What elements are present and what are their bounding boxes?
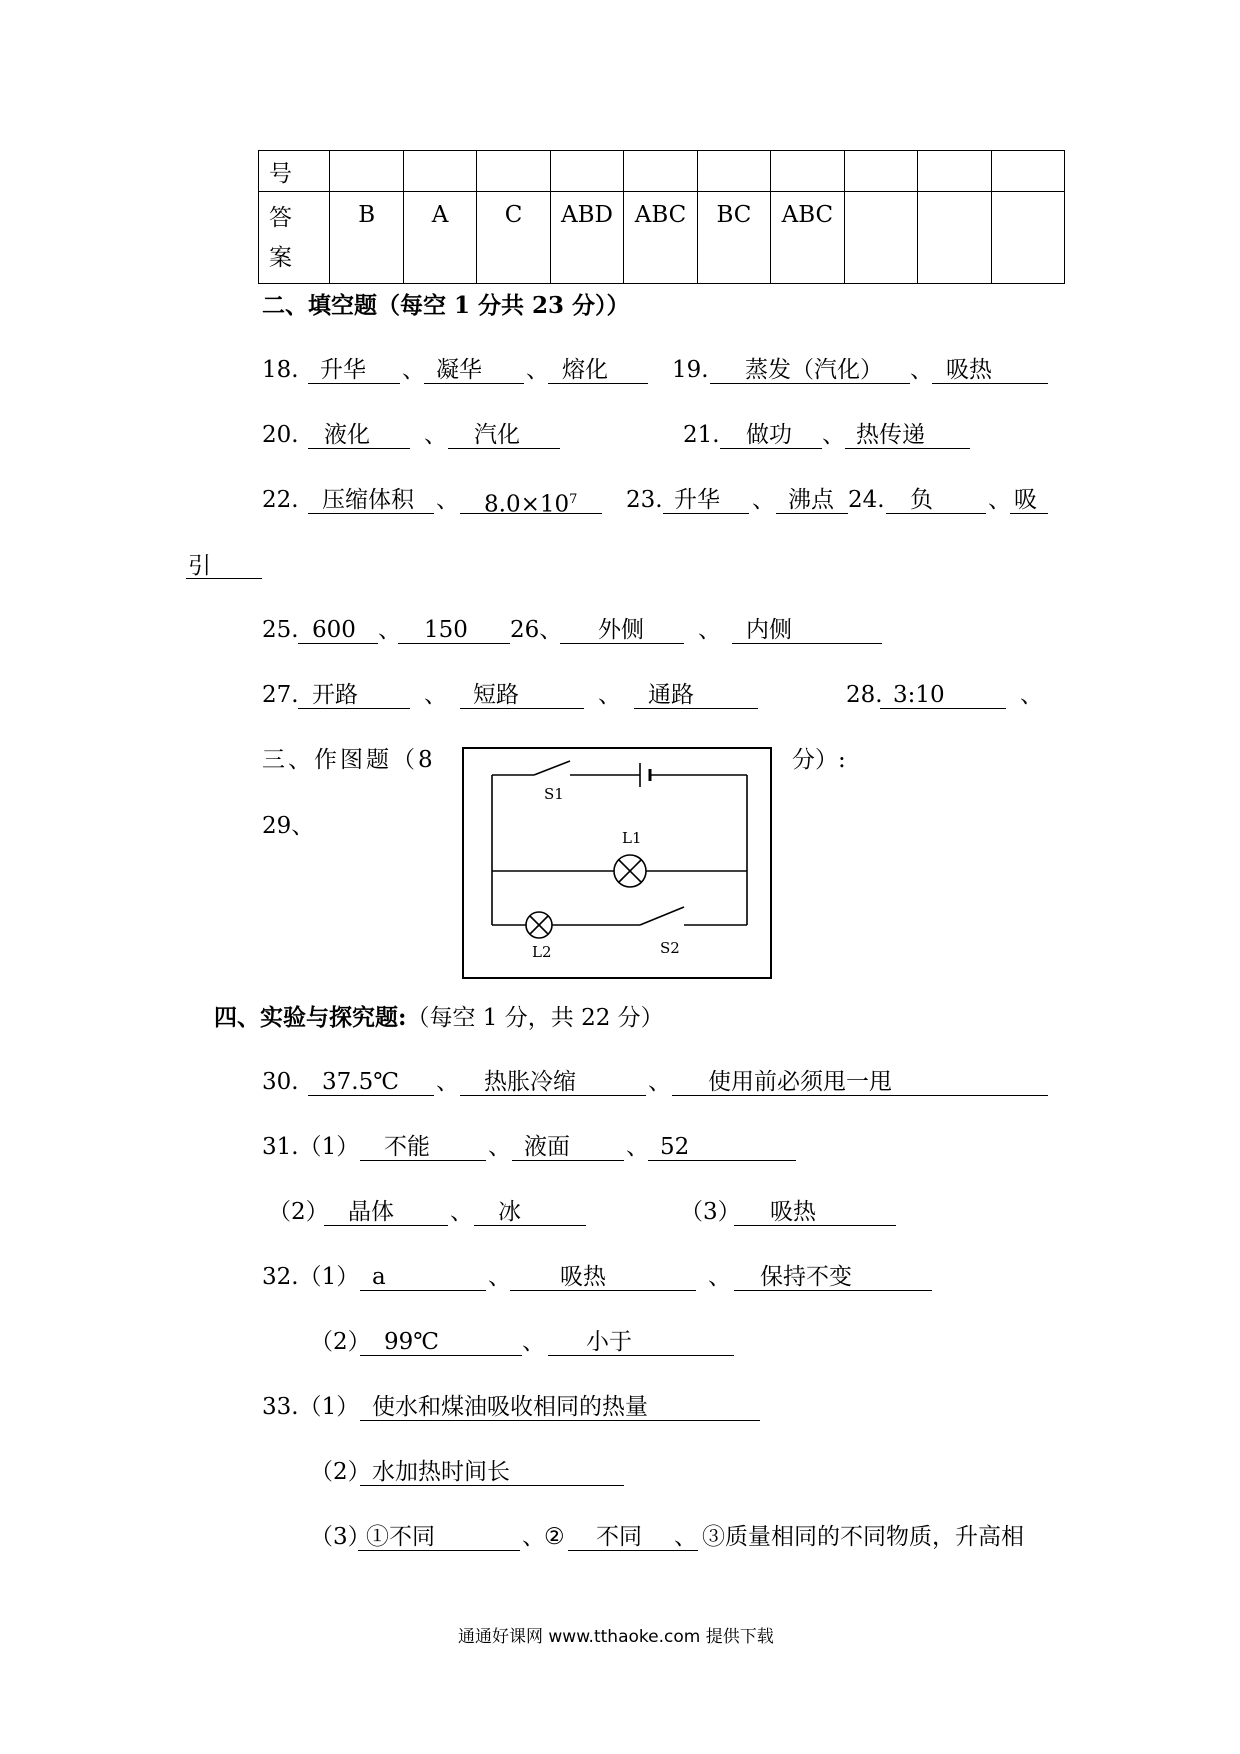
- answer-30-1: 37.5℃: [322, 1069, 399, 1095]
- separator: 、: [488, 1264, 511, 1290]
- q29-number: 29、: [262, 813, 315, 839]
- answer-blank-line: [186, 578, 262, 579]
- answer-27-1: 开路: [312, 682, 358, 708]
- separator: 、: [708, 1264, 731, 1290]
- answer-22-1: 压缩体积: [322, 487, 414, 513]
- table-cell: [624, 151, 697, 192]
- table-cell: [550, 151, 623, 192]
- answer-32-2: 吸热: [560, 1264, 606, 1290]
- separator: 、: [988, 487, 1011, 513]
- answer-32-1: a: [372, 1264, 386, 1290]
- section2-title: 二、填空题（每空 1 分共 23 分））: [262, 292, 630, 319]
- section4-title-bold: 四、实验与探究题:: [214, 1004, 407, 1031]
- section4-title: [214, 1003, 664, 1033]
- q21-number: 21.: [683, 422, 720, 448]
- separator: 、: [424, 682, 447, 708]
- answer-33-3: ①不同: [366, 1524, 435, 1550]
- label-s1: S1: [544, 785, 564, 803]
- table-cell: [844, 151, 917, 192]
- switch-s2-blade: [640, 907, 684, 925]
- q22-number: 22.: [262, 487, 299, 513]
- separator: 、: [822, 422, 845, 448]
- q33-number: 33.（1）: [262, 1394, 360, 1420]
- answer-31-4: 晶体: [348, 1199, 394, 1225]
- answer-24-1: 负: [910, 487, 933, 513]
- separator: 、: [626, 1134, 649, 1160]
- q33-3-number: （3）: [310, 1524, 371, 1550]
- q19-number: 19.: [672, 357, 709, 383]
- separator: 、: [698, 617, 721, 643]
- table-answer-label: [259, 192, 330, 284]
- q30-number: 30.: [262, 1069, 299, 1095]
- answer-33-2: 水加热时间长: [372, 1459, 510, 1485]
- answer-27-3: 通路: [648, 682, 694, 708]
- section3-title-b: 分）:: [792, 747, 846, 773]
- table-cell: C: [477, 192, 550, 284]
- table-cell: [918, 151, 991, 192]
- answer-25-1: 600: [312, 617, 356, 643]
- label-l1: L1: [622, 829, 642, 847]
- circuit-diagram: [462, 747, 772, 979]
- answer-25-2: 150: [424, 617, 468, 643]
- answer-24-2a: 吸: [1014, 487, 1037, 513]
- answer-30-2: 热胀冷缩: [484, 1069, 576, 1095]
- table-cell: [403, 151, 476, 192]
- answer-22-2-exponent: 7: [569, 492, 578, 507]
- separator: 、: [522, 1524, 545, 1550]
- answer-33-1: 使水和煤油吸收相同的热量: [372, 1394, 648, 1420]
- table-cell: [991, 151, 1064, 192]
- answer-33-5: ③质量相同的不同物质，升高相: [702, 1524, 1024, 1550]
- label-l2: L2: [532, 943, 552, 961]
- separator: 、: [450, 1199, 473, 1225]
- separator: 、: [436, 487, 459, 513]
- separator: 、: [526, 357, 549, 383]
- q31-3-number: （3）: [680, 1199, 741, 1225]
- answer-31-5: 冰: [498, 1199, 521, 1225]
- table-cell: ABD: [550, 192, 623, 284]
- table-cell: ABC: [771, 192, 844, 284]
- answer-24-2b: 引: [188, 553, 211, 579]
- table-cell: B: [330, 192, 403, 284]
- switch-s1-blade: [534, 761, 570, 775]
- answer-31-2: 液面: [524, 1134, 570, 1160]
- separator: 、: [674, 1524, 697, 1550]
- table-cell: BC: [697, 192, 770, 284]
- table-cell: [918, 192, 991, 284]
- answer-33-4: 不同: [596, 1524, 642, 1550]
- answer-22-2: [484, 485, 577, 520]
- table-row: [259, 192, 1065, 284]
- page-footer: 通通好课网 www.tthaoke.com 提供下载: [458, 1627, 774, 1647]
- answer-28-1: 3:10: [893, 682, 945, 708]
- q23-number: 23.: [626, 487, 663, 513]
- q20-number: 20.: [262, 422, 299, 448]
- table-row: [259, 151, 1065, 192]
- answer-31-1: 不能: [384, 1134, 430, 1160]
- table-cell: [844, 192, 917, 284]
- answer-18-1: 升华: [320, 357, 366, 383]
- answer-26-2: 内侧: [746, 617, 792, 643]
- answer-blank-line: [886, 513, 986, 514]
- circle-number-2: ②: [544, 1524, 565, 1550]
- separator: 、: [1020, 682, 1043, 708]
- table-header-label: 号: [259, 151, 330, 192]
- section4-title-rest: （每空 1 分，共 22 分）: [406, 1005, 664, 1031]
- section3-title-a: 三、作图题（8: [262, 747, 436, 773]
- q31-2-number: （2）: [268, 1199, 329, 1225]
- answer-26-1: 外侧: [598, 617, 644, 643]
- answer-23-1: 升华: [674, 487, 720, 513]
- answer-blank-line: [548, 1355, 734, 1356]
- table-cell: [697, 151, 770, 192]
- separator: 、: [522, 1329, 545, 1355]
- answer-label-char: 案: [269, 244, 292, 271]
- separator: 、: [424, 422, 447, 448]
- q33-2-number: （2）: [310, 1459, 371, 1485]
- answer-19-1: 蒸发（汽化）: [745, 357, 883, 383]
- answer-18-2: 凝华: [436, 357, 482, 383]
- q32-2-number: （2）: [310, 1329, 371, 1355]
- answer-22-2-base: 8.0×10: [484, 491, 570, 518]
- answer-30-3: 使用前必须甩一甩: [708, 1069, 892, 1095]
- q27-number: 27.: [262, 682, 299, 708]
- answer-20-2: 汽化: [474, 422, 520, 448]
- q31-number: 31.（1）: [262, 1134, 360, 1160]
- answer-32-5: 小于: [586, 1329, 632, 1355]
- table-cell: [771, 151, 844, 192]
- answer-21-2: 热传递: [856, 422, 925, 448]
- separator: 、: [436, 1069, 459, 1095]
- answer-31-6: 吸热: [770, 1199, 816, 1225]
- answer-19-2: 吸热: [946, 357, 992, 383]
- q26-number: 26、: [510, 617, 563, 643]
- separator: 、: [752, 487, 775, 513]
- separator: 、: [378, 617, 401, 643]
- q25-number: 25.: [262, 617, 299, 643]
- q28-number: 28.: [846, 682, 883, 708]
- answer-20-1: 液化: [324, 422, 370, 448]
- table-cell: [991, 192, 1064, 284]
- answer-23-2: 沸点: [788, 487, 834, 513]
- answer-21-1: 做功: [746, 422, 792, 448]
- answer-18-3: 熔化: [562, 357, 608, 383]
- separator: 、: [488, 1134, 511, 1160]
- q32-number: 32.（1）: [262, 1264, 360, 1290]
- separator: 、: [402, 357, 425, 383]
- table-cell: [330, 151, 403, 192]
- answer-31-3: 52: [660, 1134, 690, 1160]
- table-cell: A: [403, 192, 476, 284]
- q18-number: 18.: [262, 357, 299, 383]
- answer-table: [258, 150, 1065, 284]
- separator: 、: [648, 1069, 671, 1095]
- separator: 、: [910, 357, 933, 383]
- q24-number: 24.: [848, 487, 885, 513]
- label-s2: S2: [660, 939, 680, 957]
- table-cell: ABC: [624, 192, 697, 284]
- answer-32-3: 保持不变: [760, 1264, 852, 1290]
- table-cell: [477, 151, 550, 192]
- answer-27-2: 短路: [473, 682, 519, 708]
- answer-32-4: 99℃: [384, 1329, 439, 1355]
- answer-label-char: 答: [269, 204, 292, 231]
- separator: 、: [598, 682, 621, 708]
- answer-blank-line: [474, 1225, 586, 1226]
